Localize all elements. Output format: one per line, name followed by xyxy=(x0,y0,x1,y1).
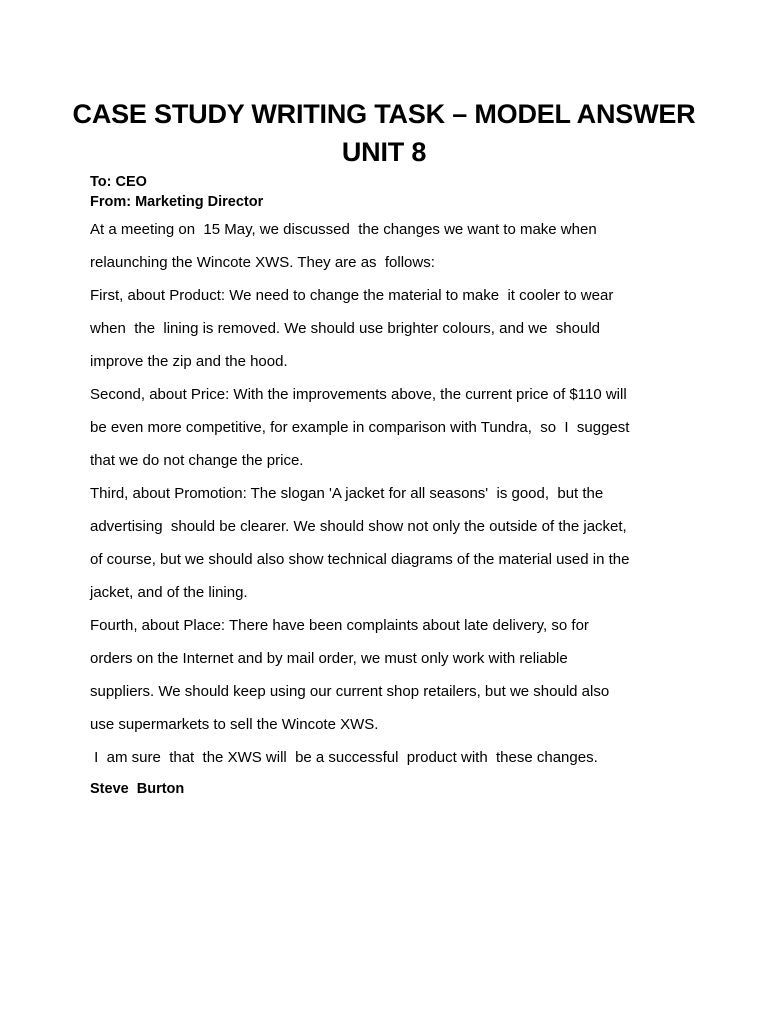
text-line: when the lining is removed. We should use brighter colours, and we should xyxy=(90,320,601,337)
text-line: improve the zip and the hood. xyxy=(90,353,288,370)
text-line: that we do not change the price. xyxy=(90,452,304,469)
text-line: First, about Product: We need to change the material to make it cooler to wear xyxy=(90,287,614,304)
text-line: I am sure that the XWS will be a successful product with these changes. xyxy=(90,749,598,766)
text-line: advertising should be clearer. We should show not only the outside of the jacket, xyxy=(90,518,627,535)
title-line-1: CASE STUDY WRITING TASK – MODEL ANSWER xyxy=(72,99,696,129)
text-line: Third, about Promotion: The slogan 'A jacket for all seasons' is good, but the xyxy=(90,485,604,502)
text-line: use supermarkets to sell the Wincote XWS. xyxy=(90,716,379,733)
text-line: Second, about Price: With the improvements above, the current price of $110 will xyxy=(90,386,627,403)
text-line: Fourth, about Place: There have been complaints about late delivery, so for xyxy=(90,617,589,634)
memo-from: From: Marketing Director xyxy=(90,194,264,210)
document-title xyxy=(40,95,728,171)
text-line: suppliers. We should keep using our current shop retailers, but we should also xyxy=(90,683,610,700)
text-line: At a meeting on 15 May, we discussed the changes we want to make when xyxy=(90,221,597,238)
memo-to: To: CEO xyxy=(90,174,147,190)
text-line: jacket, and of the lining. xyxy=(90,584,248,601)
memo-body xyxy=(90,172,710,806)
text-line: of course, but we should also show technical diagrams of the material used in the xyxy=(90,551,630,568)
text-line: relaunching the Wincote XWS. They are as follows: xyxy=(90,254,435,271)
text-line: orders on the Internet and by mail order, we must only work with reliable xyxy=(90,650,568,667)
title-line-2: UNIT 8 xyxy=(341,137,427,167)
signature: Steve Burton xyxy=(90,781,185,797)
text-line: be even more competitive, for example in comparison with Tundra, so I suggest xyxy=(90,419,630,436)
memo-text xyxy=(90,213,710,774)
